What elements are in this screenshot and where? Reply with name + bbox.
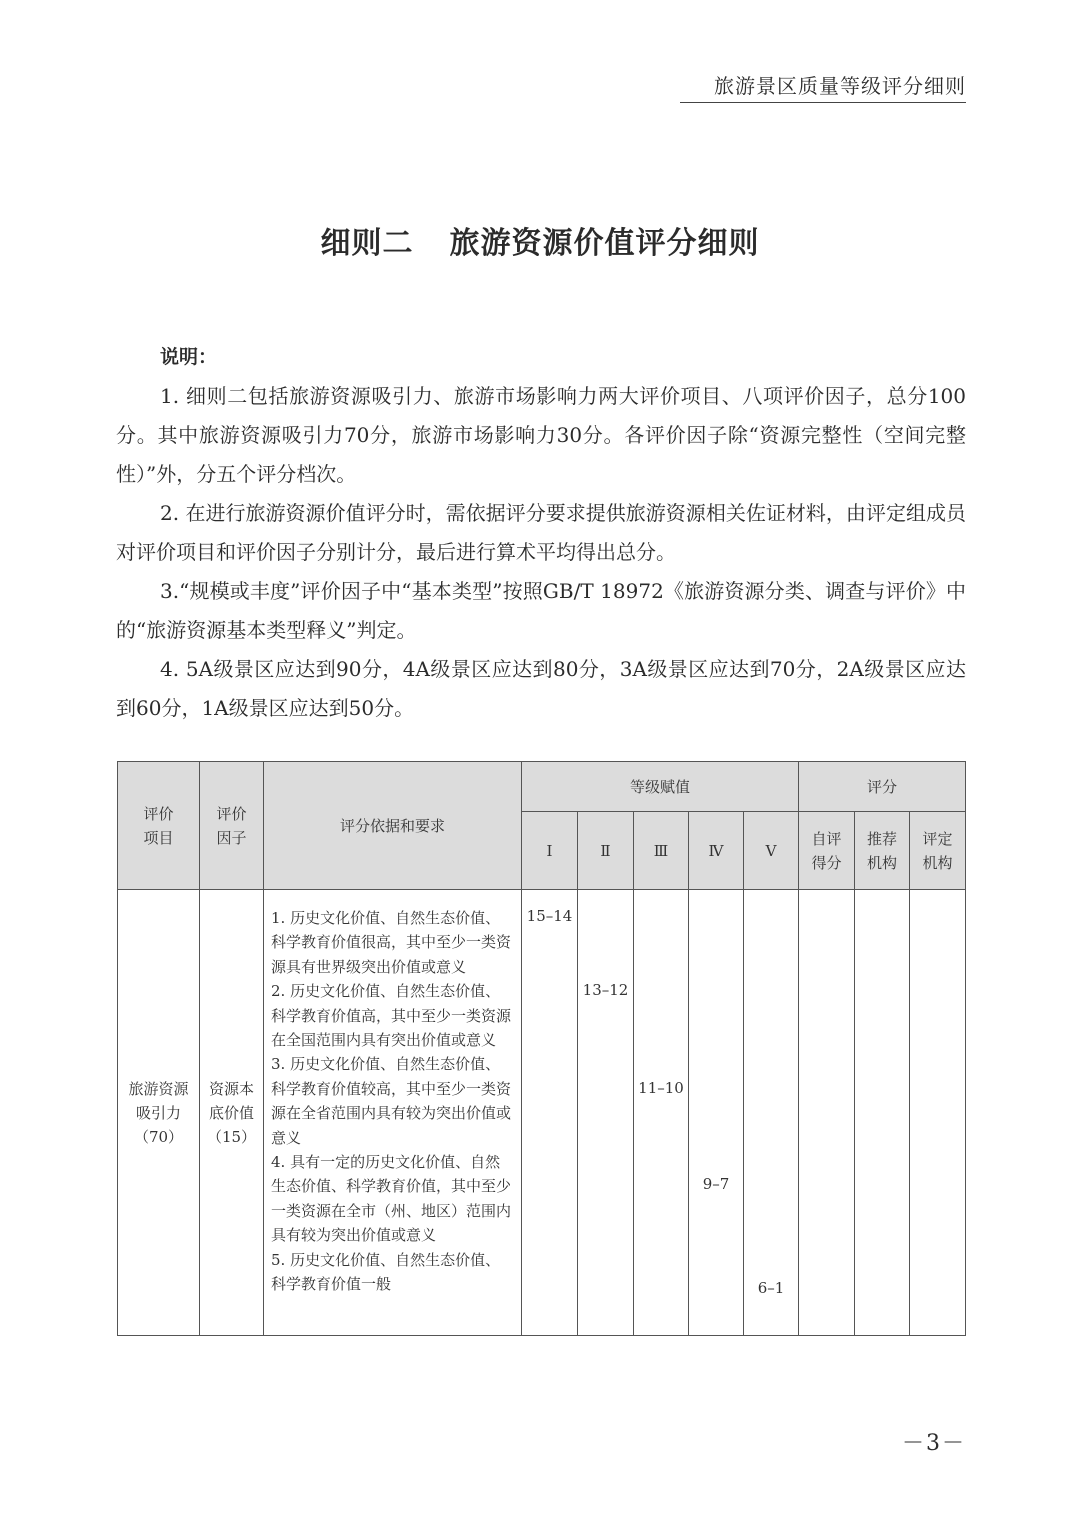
header-grade-2: Ⅱ: [578, 812, 634, 890]
criteria-item: 4. 具有一定的历史文化价值、自然生态价值、科学教育价值，其中至少一类资源在全市（州、地区）范围内具有较为突出价值或意义: [271, 1153, 512, 1245]
header-evaluator: 评定机构: [910, 812, 966, 890]
cell-item: 旅游资源吸引力（70）: [118, 890, 200, 1336]
cell-grade-2: 13–12: [578, 890, 634, 1336]
cell-grade-4: 9–7: [689, 890, 744, 1336]
criteria-item: 1. 历史文化价值、自然生态价值、科学教育价值很高，其中至少一类资源具有世界级突出价值或意义: [271, 909, 512, 976]
criteria-item: 2. 历史文化价值、自然生态价值、科学教育价值高，其中至少一类资源在全国范围内具有突出价值或意义: [271, 982, 512, 1050]
header-factor: 评价因子: [200, 762, 264, 890]
note-item: 4. 5A级景区应达到90分，4A级景区应达到80分，3A级景区应达到70分，2A级景区应达到60分，1A级景区应达到50分。: [116, 657, 966, 720]
cell-grade-3: 11–10: [634, 890, 689, 1336]
title-part1: 细则二: [320, 226, 414, 261]
page-title: [0, 218, 1080, 262]
cell-grade-5: 6–1: [744, 890, 799, 1336]
cell-recommender: [855, 890, 910, 1336]
notes-section: [116, 338, 966, 728]
header-recommender: 推荐机构: [855, 812, 910, 890]
header-basis: 评分依据和要求: [264, 762, 522, 890]
header-grade-5: Ⅴ: [744, 812, 799, 890]
header-grade-4: Ⅳ: [689, 812, 744, 890]
note-item: 2. 在进行旅游资源价值评分时，需依据评分要求提供旅游资源相关佐证材料，由评定组成员对评价项目和评价因子分别计分，最后进行算术平均得出总分。: [116, 501, 966, 564]
header-item: 评价项目: [118, 762, 200, 890]
header-score-group: 评分: [799, 762, 966, 812]
cell-grade-1: 15–14: [522, 890, 578, 1336]
header-grade-group: 等级赋值: [522, 762, 799, 812]
notes-label: 说明：: [160, 346, 218, 368]
header-grade-1: Ⅰ: [522, 812, 578, 890]
cell-criteria: [264, 890, 522, 1336]
cell-self-score: [799, 890, 855, 1336]
cell-evaluator: [910, 890, 966, 1336]
page-number: －3－: [902, 1431, 966, 1456]
header-self-score: 自评得分: [799, 812, 855, 890]
scoring-table: [117, 761, 966, 1336]
header-grade-3: Ⅲ: [634, 812, 689, 890]
criteria-item: 5. 历史文化价值、自然生态价值、科学教育价值一般: [271, 1250, 501, 1294]
note-item: 3.“规模或丰度”评价因子中“基本类型”按照GB/T 18972《旅游资源分类、调查与评价》中的“旅游资源基本类型释义”判定。: [116, 579, 966, 642]
cell-factor: 资源本底价值（15）: [200, 890, 264, 1336]
running-header: 旅游景区质量等级评分细则: [680, 72, 966, 103]
table-row: [118, 890, 966, 1336]
note-item: 1. 细则二包括旅游资源吸引力、旅游市场影响力两大评价项目、八项评价因子，总分100分。其中旅游资源吸引力70分，旅游市场影响力30分。各评价因子除“资源完整性（空间完整性）”外，分五个评分档次。: [116, 384, 966, 486]
title-part2: 旅游资源价值评分细则: [449, 226, 760, 261]
criteria-item: 3. 历史文化价值、自然生态价值、科学教育价值较高，其中至少一类资源在全省范围内具有较为突出价值或意义: [271, 1055, 512, 1147]
